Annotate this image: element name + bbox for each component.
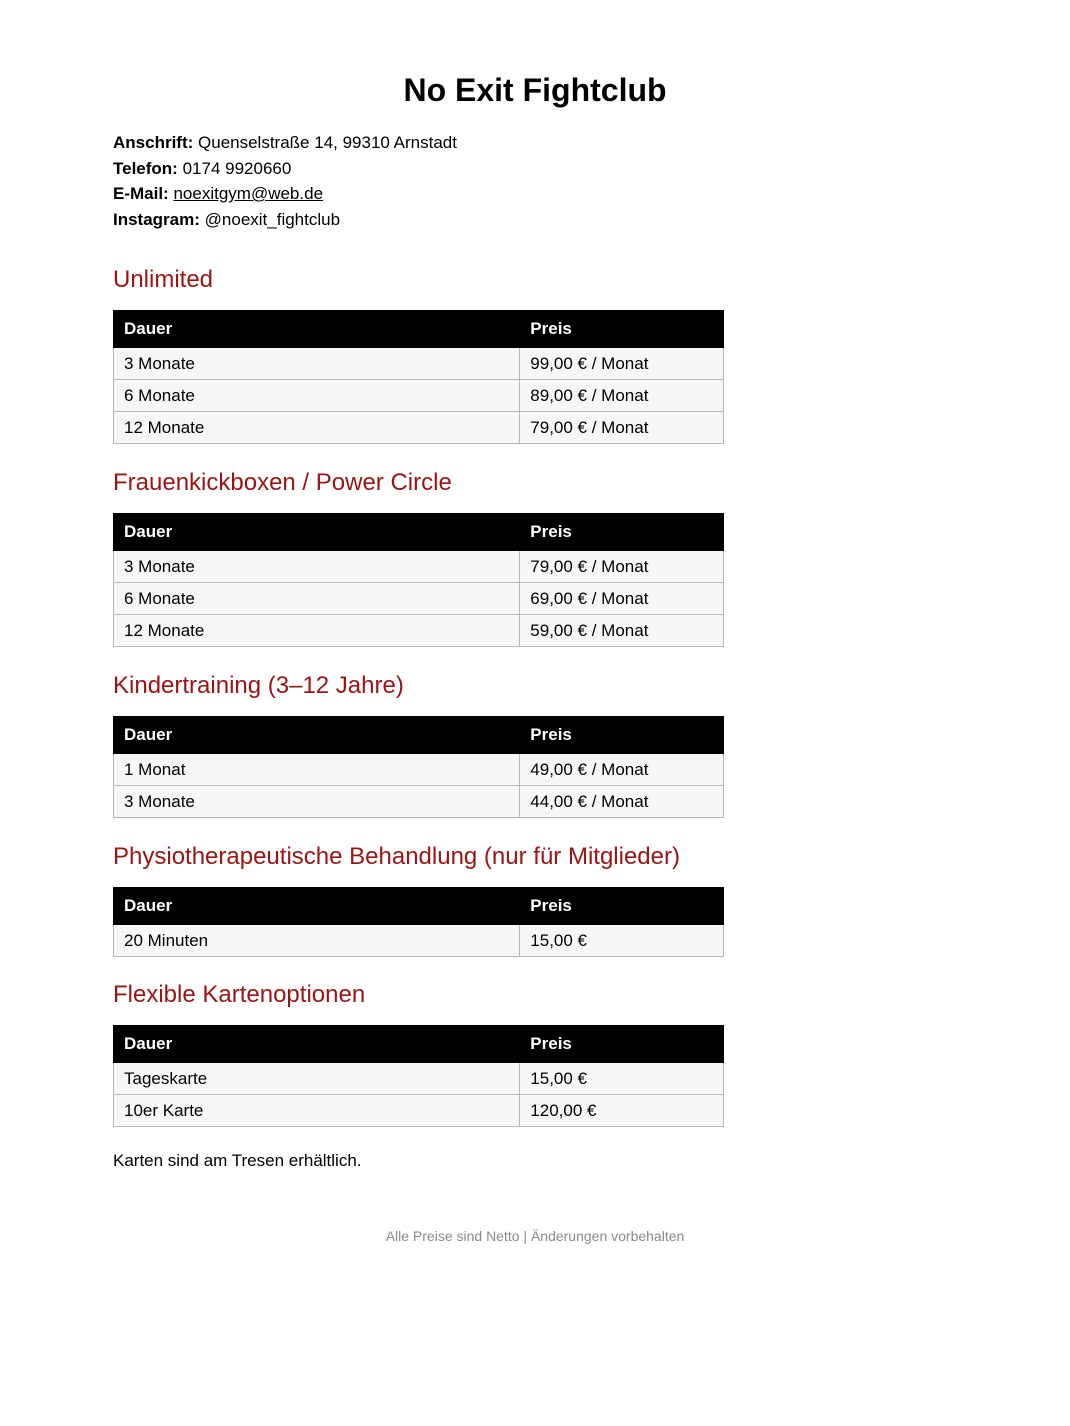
- table-row: [114, 615, 724, 647]
- duration-cell: 6 Monate: [114, 380, 520, 412]
- column-header-duration: Dauer: [114, 514, 520, 551]
- column-header-duration: Dauer: [114, 888, 520, 925]
- column-header-duration: Dauer: [114, 717, 520, 754]
- duration-cell: 12 Monate: [114, 615, 520, 647]
- duration-cell: 3 Monate: [114, 348, 520, 380]
- price-cell: 15,00 €: [520, 925, 724, 957]
- duration-cell: 3 Monate: [114, 786, 520, 818]
- cards-note: Karten sind am Tresen erhältlich.: [113, 1151, 362, 1170]
- duration-cell: 3 Monate: [114, 551, 520, 583]
- phone-label: Telefon:: [113, 158, 178, 178]
- price-cell: 44,00 € / Monat: [520, 786, 724, 818]
- email-label: E-Mail:: [113, 184, 169, 203]
- document-title: No Exit Fightclub: [403, 72, 667, 108]
- column-header-price: Preis: [520, 311, 724, 348]
- column-header-price: Preis: [520, 717, 724, 754]
- table-header-row: [114, 717, 724, 754]
- price-cell: 120,00 €: [520, 1095, 724, 1127]
- contact-email: [113, 181, 457, 207]
- price-table-physiotherapie: [113, 887, 724, 957]
- table-header-row: [114, 1026, 724, 1063]
- column-header-price: Preis: [520, 514, 724, 551]
- price-cell: 59,00 € / Monat: [520, 615, 724, 647]
- price-cell: 69,00 € / Monat: [520, 583, 724, 615]
- contact-block: [113, 130, 457, 232]
- table-header-row: [114, 514, 724, 551]
- table-row: [114, 925, 724, 957]
- address-label: Anschrift:: [113, 133, 194, 152]
- table-row: [114, 551, 724, 583]
- contact-instagram: [113, 207, 457, 233]
- price-cell: 15,00 €: [520, 1063, 724, 1095]
- price-cell: 99,00 € / Monat: [520, 348, 724, 380]
- duration-cell: Tageskarte: [114, 1063, 520, 1095]
- price-table-frauenkickboxen: [113, 513, 724, 647]
- price-cell: 79,00 € / Monat: [520, 551, 724, 583]
- contact-phone: [113, 156, 457, 182]
- duration-cell: 1 Monat: [114, 754, 520, 786]
- table-row: [114, 380, 724, 412]
- table-row: [114, 1095, 724, 1127]
- table-header-row: [114, 311, 724, 348]
- table-header-row: [114, 888, 724, 925]
- section-heading-physiotherapie: Physiotherapeutische Behandlung (nur für Mitglieder): [113, 843, 680, 870]
- section-heading-kindertraining: Kindertraining (3–12 Jahre): [113, 672, 404, 699]
- footer-disclaimer: Alle Preise sind Netto | Änderungen vorbehalten: [385, 1228, 685, 1244]
- table-row: [114, 348, 724, 380]
- email-link[interactable]: noexitgym@web.de: [173, 184, 324, 203]
- duration-cell: 12 Monate: [114, 412, 520, 444]
- instagram-label: Instagram:: [113, 209, 200, 229]
- table-row: [114, 583, 724, 615]
- duration-cell: 6 Monate: [114, 583, 520, 615]
- duration-cell: 10er Karte: [114, 1095, 520, 1127]
- contact-address: [113, 130, 457, 156]
- price-table-kindertraining: [113, 716, 724, 818]
- section-heading-kartenoptionen: Flexible Kartenoptionen: [113, 981, 366, 1008]
- instagram-value: @noexit_fightclub: [204, 209, 341, 229]
- table-row: [114, 754, 724, 786]
- price-table-unlimited: [113, 310, 724, 444]
- column-header-price: Preis: [520, 888, 724, 925]
- column-header-duration: Dauer: [114, 1026, 520, 1063]
- table-row: [114, 412, 724, 444]
- price-cell: 79,00 € / Monat: [520, 412, 724, 444]
- phone-value: 0174 9920660: [182, 158, 292, 178]
- section-heading-frauenkickboxen: Frauenkickboxen / Power Circle: [113, 469, 452, 496]
- column-header-price: Preis: [520, 1026, 724, 1063]
- price-table-kartenoptionen: [113, 1025, 724, 1127]
- column-header-duration: Dauer: [114, 311, 520, 348]
- duration-cell: 20 Minuten: [114, 925, 520, 957]
- table-row: [114, 786, 724, 818]
- section-heading-unlimited: Unlimited: [113, 266, 214, 293]
- price-cell: 49,00 € / Monat: [520, 754, 724, 786]
- table-row: [114, 1063, 724, 1095]
- address-value: Quenselstraße 14, 99310 Arnstadt: [198, 133, 457, 152]
- price-cell: 89,00 € / Monat: [520, 380, 724, 412]
